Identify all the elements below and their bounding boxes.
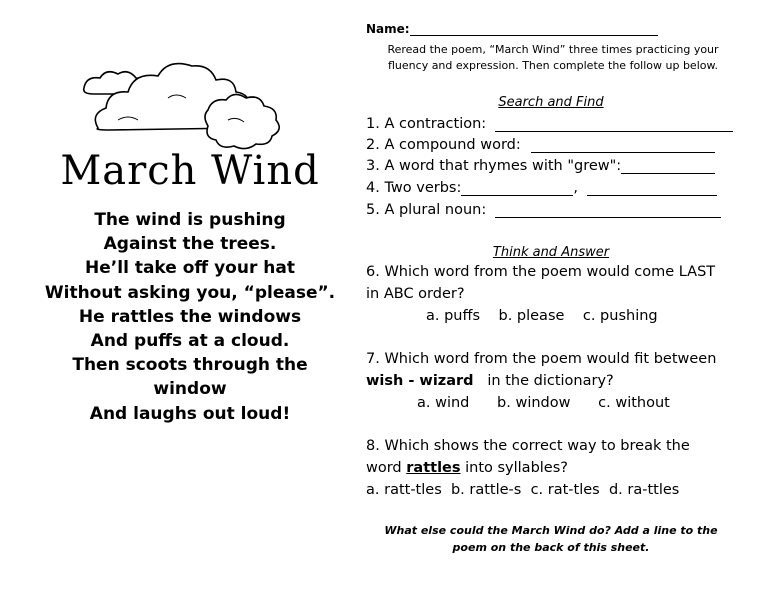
poem-line: The wind is pushing	[94, 210, 286, 230]
name-blank[interactable]	[410, 23, 658, 36]
q7-line1: 7. Which word from the poem would fit between	[366, 351, 717, 367]
search-item-label: 1. A contraction:	[366, 116, 487, 132]
q8-line1: 8. Which shows the correct way to break the	[366, 438, 690, 454]
poem-line: Against the trees.	[103, 234, 277, 255]
q6-option-a[interactable]: a. puffs	[426, 308, 481, 324]
poem-line: Without asking you, “please”.	[44, 282, 336, 303]
q6-option-c[interactable]: c. pushing	[582, 308, 658, 324]
q7-word-range: wish - wizard	[366, 373, 474, 389]
search-item-label: 5. A plural noun:	[366, 202, 487, 218]
poem-text	[0, 208, 380, 426]
q8-line2	[366, 460, 568, 476]
name-row	[366, 22, 658, 36]
q8-option-d[interactable]: d. ra-ttles	[608, 482, 680, 498]
search-item-rhyme	[366, 158, 715, 174]
q8-pre: word	[366, 460, 402, 476]
q8-option-a[interactable]: a. ratt-tles	[366, 482, 442, 498]
poem-line: He rattles the windows	[78, 306, 302, 327]
q8-post: into syllables?	[465, 460, 568, 476]
search-item-compound	[366, 137, 715, 153]
q7-rest: in the dictionary?	[487, 373, 614, 389]
cloud-illustration	[78, 58, 288, 150]
q6-line2: in ABC order?	[366, 286, 465, 302]
verb-blank-2[interactable]	[587, 181, 717, 196]
q6-options	[426, 308, 658, 324]
rhyme-blank[interactable]	[621, 159, 715, 174]
poem-panel	[0, 0, 380, 594]
q7-options	[417, 395, 670, 411]
verb-blank-1[interactable]	[461, 181, 573, 196]
footer-prompt: What else could the March Wind do? Add a line to the poem on the back of this sheet.	[384, 524, 718, 554]
poem-line: He’ll take off your hat	[85, 258, 295, 279]
q8-option-b[interactable]: b. rattle-s	[450, 482, 522, 498]
verbs-comma: ,	[573, 180, 578, 196]
search-item-contraction	[366, 116, 733, 132]
search-item-plural	[366, 202, 721, 218]
q7-line2	[366, 373, 614, 389]
compound-blank[interactable]	[531, 138, 715, 153]
poem-line: And laughs out loud!	[89, 403, 291, 424]
search-item-label: 4. Two verbs:	[366, 180, 462, 196]
poem-line: Then scoots through the	[72, 355, 308, 376]
search-item-verbs	[366, 180, 717, 196]
plural-blank[interactable]	[495, 203, 721, 218]
worksheet-panel	[366, 0, 766, 594]
poem-title: March Wind	[60, 148, 320, 194]
q6-option-b[interactable]: b. please	[498, 308, 565, 324]
q8-option-c[interactable]: c. rat-tles	[530, 482, 600, 498]
contraction-blank[interactable]	[495, 117, 733, 132]
poem-line: window	[153, 379, 227, 400]
q6-line1: 6. Which word from the poem would come LAST	[366, 264, 716, 280]
search-heading: Search and Find	[498, 95, 604, 110]
search-item-label: 2. A compound word:	[366, 137, 521, 153]
think-heading: Think and Answer	[492, 245, 610, 260]
q7-option-b[interactable]: b. window	[497, 395, 571, 411]
poem-line: And puffs at a cloud.	[90, 331, 290, 352]
q7-option-a[interactable]: a. wind	[417, 395, 470, 411]
q8-options	[366, 482, 679, 498]
instructions: Reread the poem, “March Wind” three times practicing your fluency and expression. Then complete the follow up below.	[387, 43, 719, 72]
q8-word: rattles	[406, 460, 461, 476]
q7-option-c[interactable]: c. without	[598, 395, 670, 411]
search-item-label: 3. A word that rhymes with "grew":	[366, 158, 622, 174]
name-label: Name:	[366, 22, 410, 36]
